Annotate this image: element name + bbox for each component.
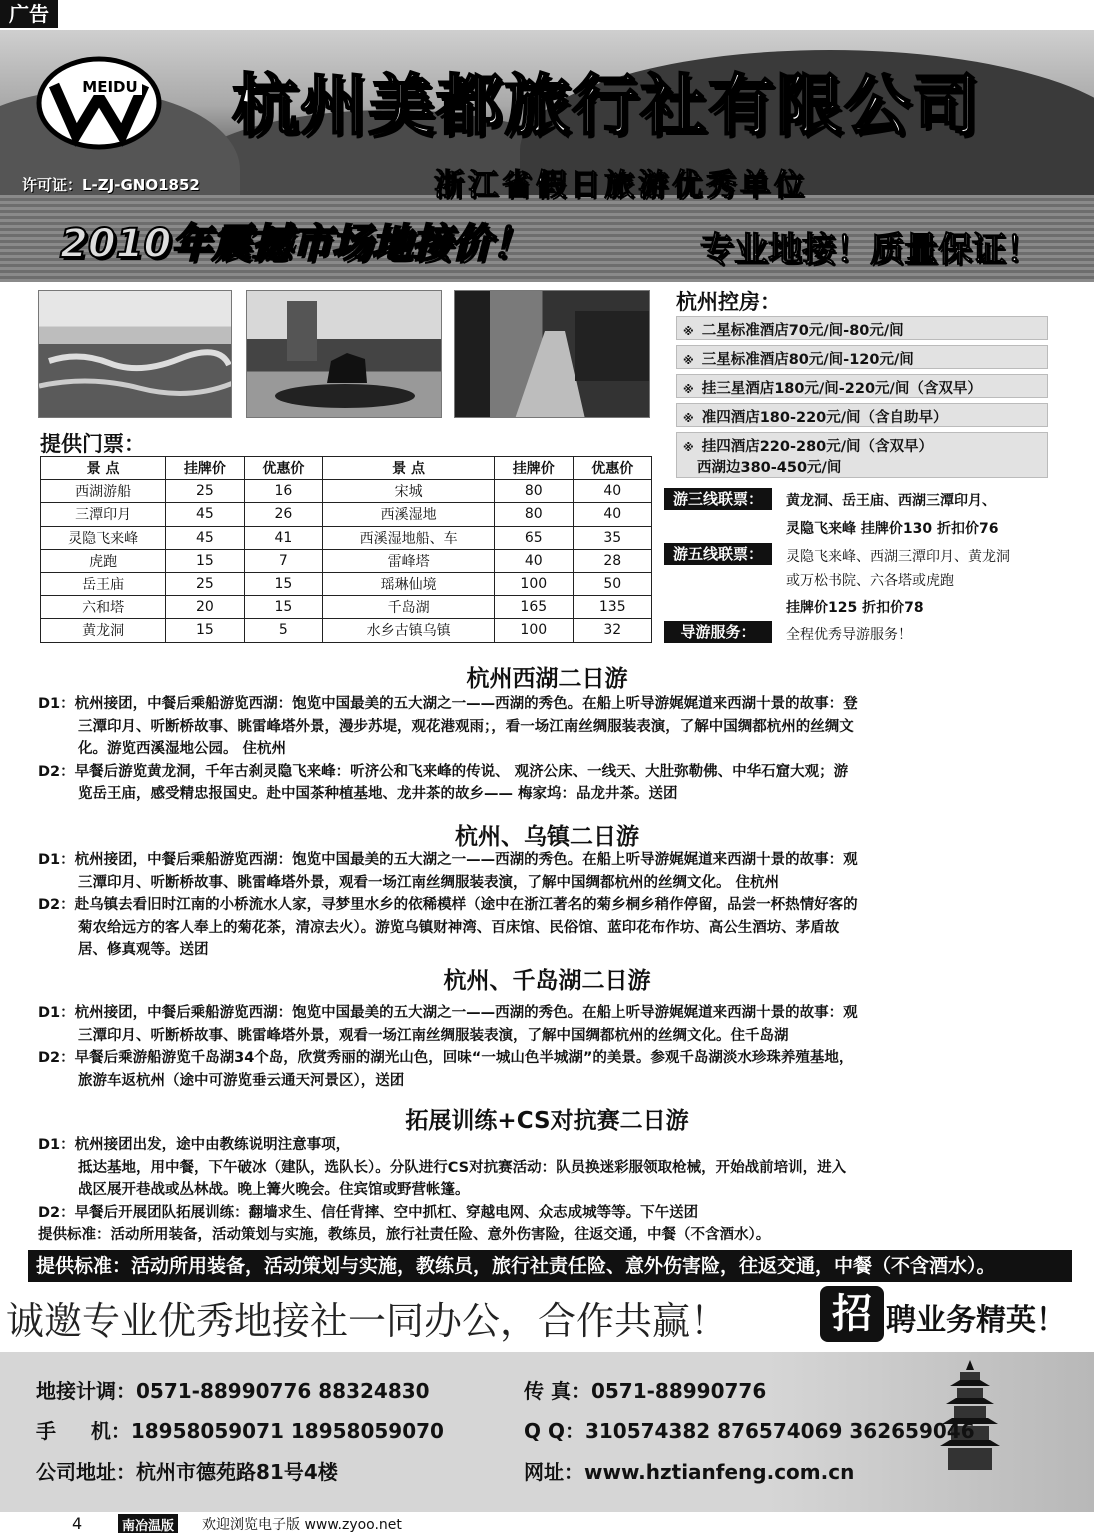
table-cell: 西溪湿地船、车	[323, 526, 495, 549]
table-cell: 45	[166, 526, 244, 549]
mobile-contact	[36, 1415, 444, 1444]
combo-three-line-1: 黄龙洞、岳王庙、西湖三潭印月、	[786, 493, 996, 509]
table-cell: 瑶琳仙境	[323, 572, 495, 595]
table-cell: 西溪湿地	[323, 503, 495, 526]
combo-three-line-2: 灵隐飞来峰 挂牌价130 折扣价76	[786, 521, 999, 537]
itinerary-line: 抵达基地，用中餐，下午破冰（建队，选队长）。分队进行CS对抗赛活动：队员换迷彩服领取枪械，开始战前培训，进入	[78, 1159, 847, 1176]
table-cell: 六和塔	[41, 596, 166, 619]
award-title: 浙江省假日旅游优秀单位	[434, 168, 808, 203]
hotel-item	[676, 432, 1048, 478]
table-cell: 50	[573, 572, 652, 595]
table-cell: 100	[495, 619, 573, 642]
table-cell: 15	[166, 619, 244, 642]
welcome-text[interactable]: 欢迎浏览电子版 www.zyoo.net	[202, 1517, 402, 1533]
table-cell: 40	[495, 549, 573, 572]
combo-five-line-1: 灵隐飞来峰、西湖三潭印月、黄龙洞	[786, 549, 1010, 565]
combo-five-line-2: 或万松书院、六各塔或虎跑	[786, 573, 954, 589]
address-contact	[36, 1456, 338, 1485]
website-link[interactable]: www.hztianfeng.com.cn	[584, 1460, 855, 1484]
table-cell: 165	[495, 596, 573, 619]
itinerary-line: 旅游车返杭州（途中可游览垂云通天河景区），送团	[78, 1072, 405, 1089]
table-cell: 7	[244, 549, 322, 572]
table-cell: 三潭印月	[41, 503, 166, 526]
table-header-row	[41, 457, 652, 480]
hotel-item	[676, 316, 1048, 340]
hotel-title: 杭州控房：	[676, 290, 781, 314]
paper-label: 南冶温版	[118, 1514, 178, 1533]
itinerary-line: 菊农给远方的客人奉上的菊花茶，清凉去火）。游览乌镇财神湾、百床馆、民俗馆、蓝印花布作坊、高公生酒坊、茅盾故	[78, 919, 840, 936]
photo-wuzhen-water-town	[454, 290, 650, 418]
table-cell: 15	[244, 596, 322, 619]
hotel-item	[676, 345, 1048, 369]
tour-title: 杭州、千岛湖二日游	[443, 968, 651, 994]
table-cell: 65	[495, 526, 573, 549]
qq-number: 310574382 876574069 362659046	[584, 1419, 975, 1443]
itinerary-line: 居、修真观等。送团	[78, 942, 209, 958]
table-cell: 千岛湖	[323, 596, 495, 619]
bullet-icon: ※	[683, 412, 694, 425]
license-number: 许可证：L-ZJ-GNO1852	[22, 176, 200, 194]
tour-itinerary	[38, 693, 1058, 806]
meidu-logo	[36, 55, 162, 151]
hotel-item-text: 挂四酒店220-280元/间（含双早）	[701, 439, 934, 455]
table-cell: 32	[573, 619, 652, 642]
table-cell: 80	[495, 503, 573, 526]
table-cell: 80	[495, 480, 573, 503]
ticket-price-table	[40, 456, 652, 643]
table-cell: 水乡古镇乌镇	[323, 619, 495, 642]
hotel-item	[676, 403, 1048, 427]
tour-itinerary	[38, 849, 1058, 962]
tour-title: 杭州、乌镇二日游	[455, 824, 639, 850]
table-cell: 25	[166, 480, 244, 503]
table-cell: 41	[244, 526, 322, 549]
table-cell: 岳王庙	[41, 572, 166, 595]
bullet-icon: ※	[683, 354, 694, 367]
hotel-item-extra: 西湖边380-450元/间	[697, 460, 842, 476]
table-cell: 40	[573, 503, 652, 526]
table-cell: 35	[573, 526, 652, 549]
recruit-text: 聘业务精英！	[886, 1303, 1066, 1338]
website-label: 网址：	[524, 1460, 584, 1484]
tickets-title: 提供门票：	[40, 432, 145, 456]
itinerary-line: D2：早餐后游览黄龙洞，千年古刹灵隐飞来峰：听济公和飞来峰的传说、 观济公床、一线天、大肚弥勒佛、中华石窟大观；游	[38, 763, 849, 780]
combo-three-label: 游三线联票：	[664, 488, 772, 510]
bullet-icon: ※	[683, 441, 694, 454]
bullet-icon: ※	[683, 383, 694, 396]
tour-itinerary	[38, 1002, 1058, 1092]
plan-contact	[36, 1375, 430, 1404]
column-header: 挂牌价	[166, 457, 244, 480]
itinerary-line: D1：杭州接团，中餐后乘船游览西湖：饱览中国最美的五大湖之一——西湖的秀色。在船上听导游娓娓道来西湖十景的故事：观	[38, 1005, 858, 1021]
table-cell: 100	[495, 572, 573, 595]
fax-number: 0571-88990776	[590, 1379, 767, 1403]
itinerary-line: 三潭印月、听断桥故事、眺雷峰塔外景，观看一场江南丝绸服装表演，了解中国绸都杭州的丝绸文化。住千岛湖	[78, 1027, 789, 1044]
guide-service-label: 导游服务：	[664, 621, 772, 643]
hotel-item-text: 准四酒店180-220元/间（含自助早）	[701, 410, 948, 426]
column-header: 优惠价	[244, 457, 322, 480]
table-cell: 5	[244, 619, 322, 642]
table-cell: 雷峰塔	[323, 549, 495, 572]
combo-five-label: 游五线联票：	[664, 543, 772, 565]
qq-contact	[524, 1415, 975, 1444]
photo-statue-plaza	[246, 290, 442, 418]
table-row	[41, 619, 652, 642]
partner-invitation: 诚邀专业优秀地接社一同办公，合作共赢！	[6, 1299, 729, 1343]
itinerary-line: D2：早餐后开展团队拓展训练：翻墙求生、信任背摔、空中抓杠、穿越电网、众志成城等等。下午送团	[38, 1204, 699, 1221]
itinerary-line: D2：赴乌镇去看旧时江南的小桥流水人家，寻梦里水乡的依稀模样（途中在浙江著名的菊乡桐乡稍作停留，品尝一杯热情好客的	[38, 897, 858, 913]
plan-phone: 0571-88990776 88324830	[136, 1379, 430, 1403]
hotel-item-text: 挂三星酒店180元/间-220元/间（含双早）	[701, 381, 982, 397]
table-cell: 15	[244, 572, 322, 595]
itinerary-line: 三潭印月、听断桥故事、眺雷峰塔外景，观看一场江南丝绸服装表演，了解中国绸都杭州的丝绸文化。 住杭州	[78, 874, 780, 891]
table-row	[41, 572, 652, 595]
company-name: 杭州美都旅行社有限公司	[232, 67, 980, 144]
hotel-item-text: 三星标准酒店80元/间-120元/间	[701, 352, 914, 368]
quality-slogan: 专业地接！质量保证！	[700, 230, 1040, 270]
table-row	[41, 480, 652, 503]
itinerary-line: D1：杭州接团，中餐后乘船游览西湖：饱览中国最美的五大湖之一——西湖的秀色。在船上听导游娓娓道来西湖十景的故事：登	[38, 696, 858, 712]
plan-label: 地接计调：	[36, 1379, 136, 1403]
photo-thousand-island-lake	[38, 290, 232, 418]
itinerary-line: 化。游览西溪湿地公园。 住杭州	[78, 741, 287, 757]
itinerary-line: 提供标准：活动所用装备，活动策划与实施，教练员，旅行社责任险、意外伤害险，往返交通，中餐（不含酒水）。	[38, 1227, 771, 1243]
bullet-icon: ※	[683, 325, 694, 338]
table-cell: 135	[573, 596, 652, 619]
tour-itinerary	[38, 1134, 1058, 1247]
price-slogan: 2010年震撼市场地接价！	[60, 221, 532, 267]
itinerary-line: D1：杭州接团出发，途中由教练说明注意事项，	[38, 1137, 351, 1153]
itinerary-line: 三潭印月、听断桥故事、眺雷峰塔外景，漫步苏堤，观花港观雨；，看一场江南丝绸服装表演，了解中国绸都杭州的丝绸文	[78, 718, 854, 735]
table-cell: 28	[573, 549, 652, 572]
combo-five-line-3: 挂牌价125 折扣价78	[786, 600, 924, 616]
table-cell: 25	[166, 572, 244, 595]
logo-text: MEIDU	[82, 78, 138, 96]
tour-title: 杭州西湖二日游	[466, 666, 628, 692]
table-row	[41, 596, 652, 619]
column-header: 优惠价	[573, 457, 652, 480]
address-label: 公司地址：	[36, 1460, 136, 1484]
table-row	[41, 526, 652, 549]
table-cell: 虎跑	[41, 549, 166, 572]
table-cell: 灵隐飞来峰	[41, 526, 166, 549]
hotel-item	[676, 374, 1048, 398]
table-cell: 20	[166, 596, 244, 619]
address-value: 杭州市德苑路81号4楼	[136, 1460, 338, 1484]
guide-service-text: 全程优秀导游服务！	[786, 627, 912, 643]
table-cell: 15	[166, 549, 244, 572]
itinerary-line: 战区展开巷战或丛林战。晚上篝火晚会。住宾馆或野营帐篷。	[78, 1182, 470, 1198]
mobile-label: 手 机：	[36, 1419, 131, 1443]
table-cell: 黄龙洞	[41, 619, 166, 642]
table-row	[41, 503, 652, 526]
table-cell: 40	[573, 480, 652, 503]
table-cell: 45	[166, 503, 244, 526]
column-header: 景 点	[323, 457, 495, 480]
qq-label: Q Q：	[524, 1419, 585, 1443]
recruit-badge: 招	[820, 1286, 884, 1342]
table-row	[41, 549, 652, 572]
itinerary-line: D1：杭州接团，中餐后乘船游览西湖：饱览中国最美的五大湖之一——西湖的秀色。在船上听导游娓娓道来西湖十景的故事：观	[38, 852, 858, 868]
table-cell: 26	[244, 503, 322, 526]
website-contact[interactable]	[524, 1456, 854, 1485]
table-cell: 宋城	[323, 480, 495, 503]
ad-tag: 广告	[0, 0, 58, 28]
fax-label: 传 真：	[524, 1379, 591, 1403]
fax-contact	[524, 1375, 766, 1404]
column-header: 景 点	[41, 457, 166, 480]
itinerary-line: 览岳王庙，感受精忠报国史。赴中国茶种植基地、龙井茶的故乡—— 梅家坞：品龙井茶。送团	[78, 786, 678, 802]
service-standard-bar: 提供标准：活动所用装备，活动策划与实施，教练员，旅行社责任险、意外伤害险，往返交通，中餐（不含酒水）。	[28, 1250, 1072, 1282]
mobile-number: 18958059071 18958059070	[130, 1419, 444, 1443]
table-cell: 西湖游船	[41, 480, 166, 503]
page-number: 4	[72, 1514, 83, 1533]
column-header: 挂牌价	[495, 457, 573, 480]
table-cell: 16	[244, 480, 322, 503]
hotel-item-text: 二星标准酒店70元/间-80元/间	[701, 323, 904, 339]
itinerary-line: D2：早餐后乘游船游览千岛湖34个岛，欣赏秀丽的湖光山色，回味“一城山色半城湖”的美景。参观千岛湖淡水珍珠养殖基地，	[38, 1050, 854, 1066]
tour-title: 拓展训练+CS对抗赛二日游	[405, 1108, 689, 1134]
